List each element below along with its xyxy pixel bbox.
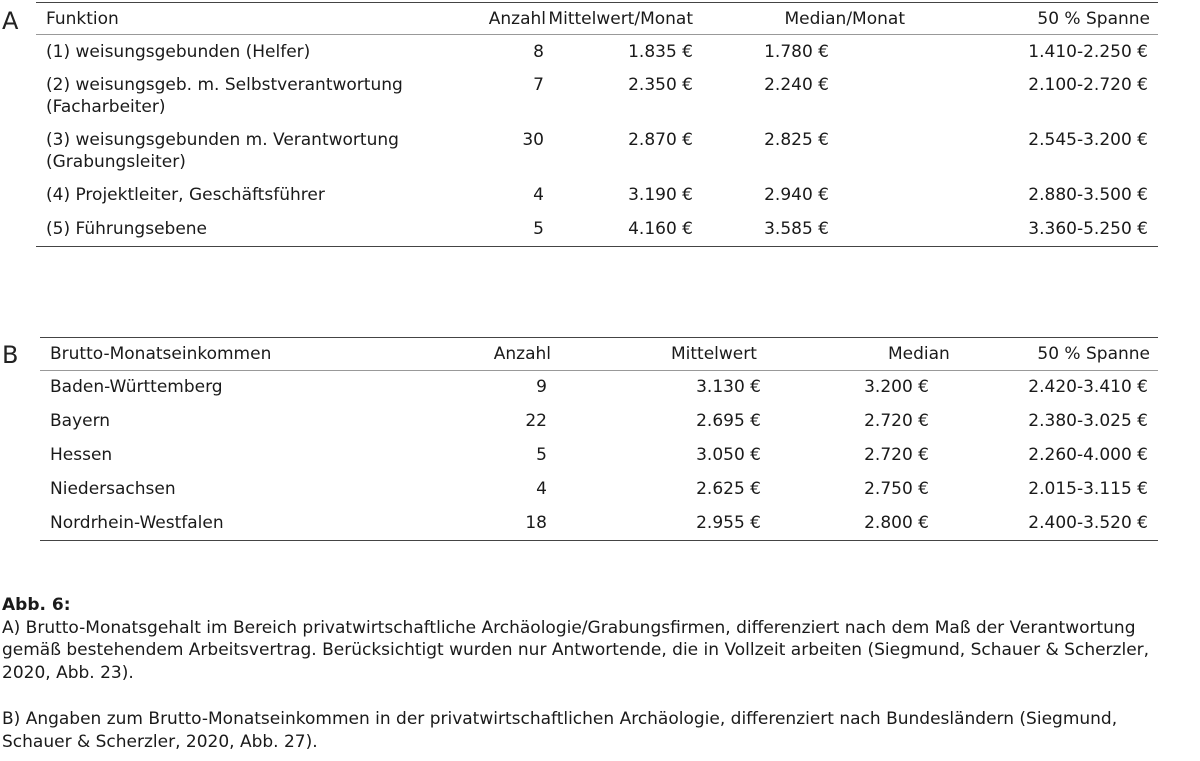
table-row xyxy=(36,179,1158,213)
table-header-row xyxy=(40,338,1158,371)
cell-spanne: 2.400-3.520 € xyxy=(1028,512,1148,533)
panel-label-b: B xyxy=(2,341,19,369)
cell-mittelwert: 3.130 € xyxy=(696,377,761,397)
cell-mittelwert: 4.160 € xyxy=(628,218,693,239)
cell-mittelwert: 2.955 € xyxy=(696,512,761,533)
cell-anzahl: 22 xyxy=(525,410,547,431)
table-row xyxy=(40,439,1158,473)
cell-mittelwert: 2.695 € xyxy=(696,410,761,431)
col-header-funktion: Funktion xyxy=(46,8,119,29)
col-header-spanne: 50 % Spanne xyxy=(1037,344,1150,364)
table-row xyxy=(36,124,1158,179)
cell-mittelwert: 3.050 € xyxy=(696,444,761,465)
table-row xyxy=(40,371,1158,405)
cell-spanne: 2.880-3.500 € xyxy=(1028,184,1148,205)
col-header-mittelwert: Mittelwert xyxy=(671,344,757,364)
cell-funktion: (5) Führungsebene xyxy=(46,218,208,239)
cell-median: 2.940 € xyxy=(764,184,829,205)
cell-funktion: (1) weisungsgebunden (Helfer) xyxy=(46,42,311,62)
cell-mittelwert: 2.870 € xyxy=(628,129,693,150)
cell-mittelwert: 2.350 € xyxy=(628,74,693,95)
cell-anzahl: 9 xyxy=(536,377,547,397)
cell-median: 2.825 € xyxy=(764,129,829,150)
cell-median: 2.240 € xyxy=(764,74,829,95)
col-header-mittelwert: Mittelwert/Monat xyxy=(548,8,693,29)
cell-spanne: 2.260-4.000 € xyxy=(1028,444,1148,465)
table-bundeslaender xyxy=(40,337,1158,541)
col-header-anzahl: Anzahl xyxy=(488,8,546,29)
table-row xyxy=(40,405,1158,439)
table-header-row xyxy=(36,3,1158,35)
cell-land: Niedersachsen xyxy=(50,478,176,499)
figure-caption xyxy=(2,594,1192,753)
cell-land: Hessen xyxy=(50,444,113,465)
cell-anzahl: 5 xyxy=(533,218,544,239)
cell-spanne: 2.545-3.200 € xyxy=(1028,129,1148,150)
col-header-anzahl: Anzahl xyxy=(493,344,551,364)
caption-title: Abb. 6: xyxy=(2,595,71,615)
cell-anzahl: 5 xyxy=(536,444,547,465)
cell-mittelwert: 3.190 € xyxy=(628,184,693,205)
cell-median: 1.780 € xyxy=(764,42,829,62)
cell-funktion: (3) weisungsgebunden m. Verantwortung (Grabungsleiter) xyxy=(46,129,399,172)
caption-text-a: A) Brutto-Monatsgehalt im Bereich privatwirtschaftliche Archäologie/Grabungsfirmen, differenziert nach dem Maß der Verantwortung gemäß bestehendem Arbeitsvertrag. Berücksichtigt wurden nur Antwortende, die in Vollzeit arbeiten (Siegmund, Schauer & Scherzler, 2020, Abb. 23). xyxy=(2,617,1150,683)
cell-spanne: 2.100-2.720 € xyxy=(1028,74,1148,95)
col-header-median: Median xyxy=(888,344,950,364)
cell-anzahl: 8 xyxy=(533,42,544,62)
cell-median: 3.585 € xyxy=(764,218,829,239)
table-row xyxy=(36,35,1158,69)
cell-median: 2.720 € xyxy=(864,444,929,465)
cell-anzahl: 4 xyxy=(533,184,544,205)
col-header-spanne: 50 % Spanne xyxy=(1037,8,1150,29)
cell-land: Bayern xyxy=(50,410,111,431)
cell-spanne: 2.380-3.025 € xyxy=(1028,410,1148,431)
cell-spanne: 2.420-3.410 € xyxy=(1028,377,1148,397)
col-header-median: Median/Monat xyxy=(784,8,905,29)
panel-label-a: A xyxy=(2,7,19,35)
cell-funktion: (2) weisungsgeb. m. Selbstverantwortung (Facharbeiter) xyxy=(46,74,403,117)
cell-spanne: 1.410-2.250 € xyxy=(1028,42,1148,62)
cell-median: 2.800 € xyxy=(864,512,929,533)
cell-anzahl: 4 xyxy=(536,478,547,499)
cell-median: 2.720 € xyxy=(864,410,929,431)
cell-mittelwert: 2.625 € xyxy=(696,478,761,499)
cell-anzahl: 30 xyxy=(522,129,544,150)
cell-mittelwert: 1.835 € xyxy=(628,42,693,62)
cell-spanne: 2.015-3.115 € xyxy=(1028,478,1148,499)
table-row xyxy=(36,69,1158,124)
cell-median: 2.750 € xyxy=(864,478,929,499)
caption-text-b: B) Angaben zum Brutto-Monatseinkommen in der privatwirtschaftlichen Archäologie, differenziert nach Bundesländern (Siegmund, Schauer & Scherzler, 2020, Abb. 27). xyxy=(2,709,1118,752)
cell-anzahl: 7 xyxy=(533,74,544,95)
col-header-einkommen: Brutto-Monatseinkommen xyxy=(50,344,272,364)
table-row xyxy=(40,507,1158,541)
table-row xyxy=(36,213,1158,247)
table-funktion xyxy=(36,2,1158,247)
table-row xyxy=(40,473,1158,507)
cell-spanne: 3.360-5.250 € xyxy=(1028,218,1148,239)
cell-funktion: (4) Projektleiter, Geschäftsführer xyxy=(46,184,325,205)
cell-land: Baden-Württemberg xyxy=(50,377,223,397)
cell-anzahl: 18 xyxy=(525,512,547,533)
cell-median: 3.200 € xyxy=(864,377,929,397)
cell-land: Nordrhein-Westfalen xyxy=(50,512,224,533)
